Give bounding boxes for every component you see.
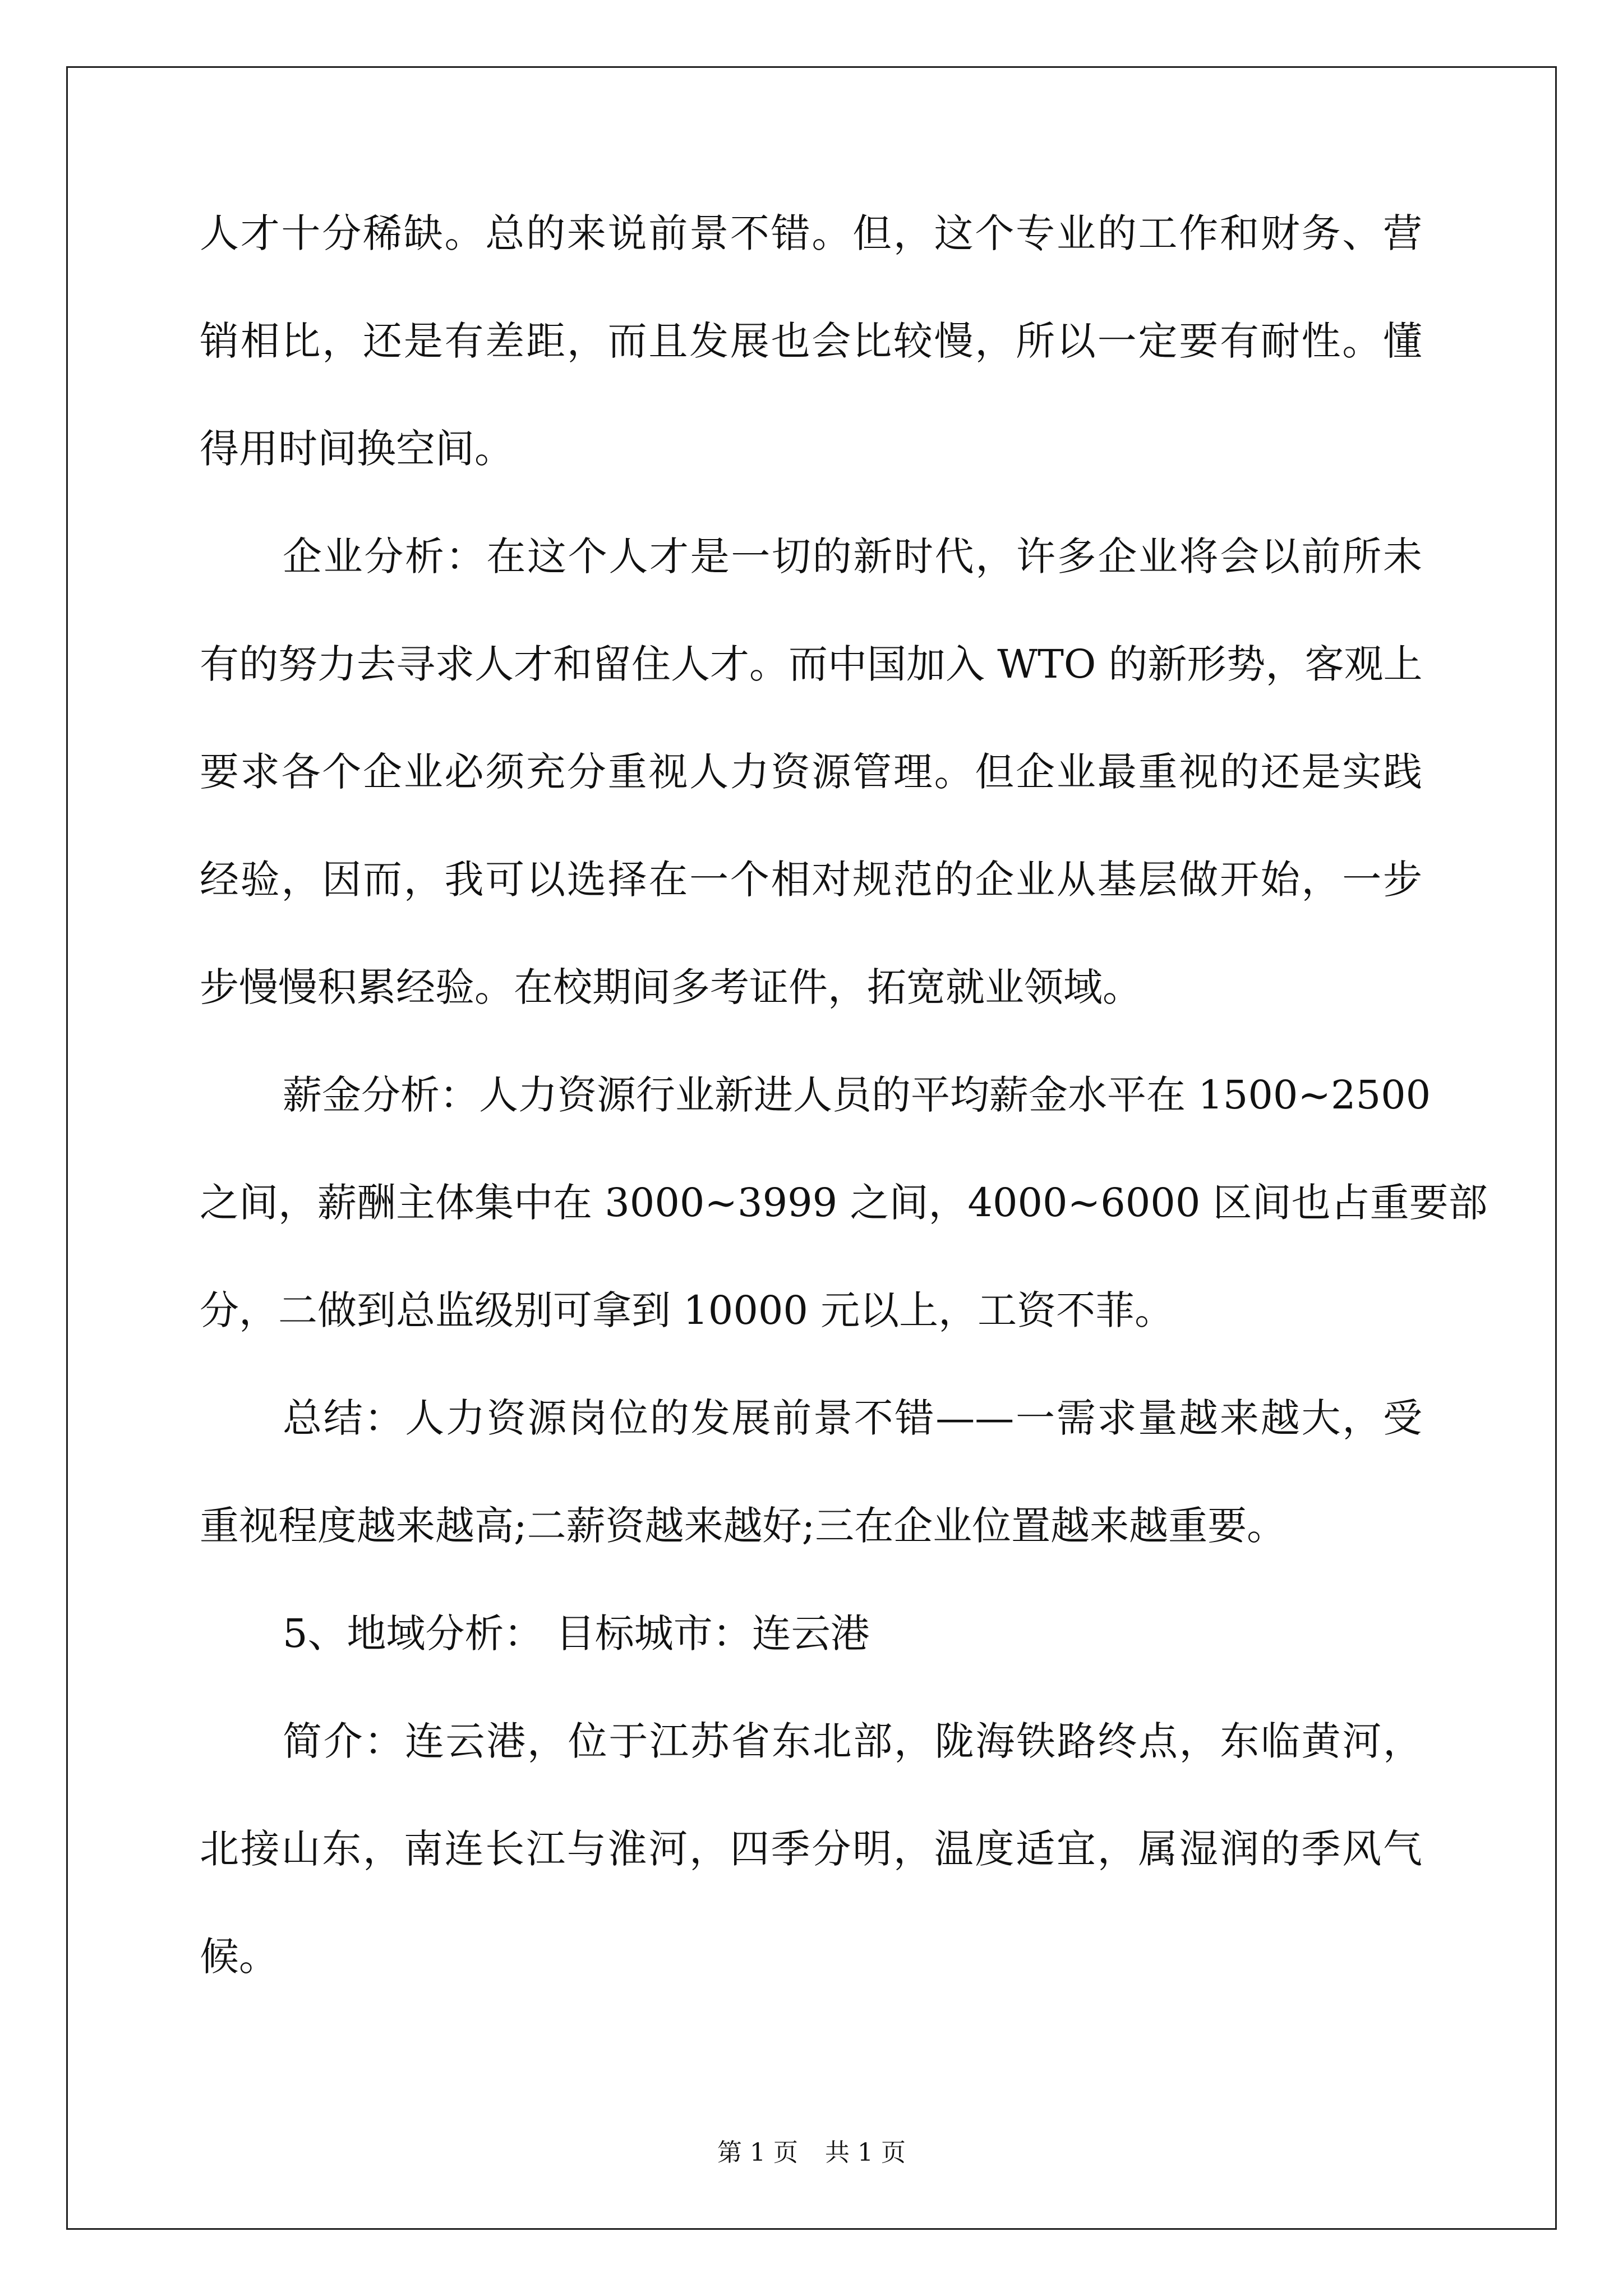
- text-line: 步慢慢积累经验。在校期间多考证件，拓宽就业领域。: [200, 964, 1142, 1010]
- text-line: 重视程度越来越高;二薪资越来越好;三在企业位置越来越重要。: [200, 1503, 1287, 1549]
- text-line: 企业分析：在这个人才是一切的新时代，许多企业将会以前所未: [283, 533, 1422, 579]
- text-line: 总结：人力资源岗位的发展前景不错——一需求量越来越大，受: [283, 1395, 1422, 1441]
- text-line: 候。: [200, 1934, 278, 1980]
- page-number: 第 1 页: [717, 2138, 798, 2167]
- text-line: 北接山东，南连长江与淮河，四季分明，温度适宜，属湿润的季风气: [200, 1826, 1422, 1872]
- text-line: 得用时间换空间。: [200, 426, 514, 472]
- page-footer: [0, 2136, 1623, 2170]
- text-line: 简介：连云港，位于江苏省东北部，陇海铁路终点，东临黄河，: [283, 1718, 1422, 1764]
- section-heading: 5、地域分析： 目标城市：连云港: [283, 1611, 870, 1657]
- text-line: 有的努力去寻求人才和留住人才。而中国加入 WTO 的新形势，客观上: [200, 641, 1423, 687]
- text-line: 人才十分稀缺。总的来说前景不错。但，这个专业的工作和财务、营: [200, 210, 1422, 256]
- page-total: 共 1 页: [825, 2138, 906, 2167]
- text-line: 要求各个企业必须充分重视人力资源管理。但企业最重视的还是实践: [200, 749, 1422, 795]
- text-line: 之间，薪酬主体集中在 3000~3999 之间，4000~6000 区间也占重要部: [200, 1180, 1488, 1226]
- page-border: [66, 66, 1557, 2230]
- text-line: 经验，因而，我可以选择在一个相对规范的企业从基层做开始，一步: [200, 857, 1422, 903]
- text-line: 薪金分析：人力资源行业新进人员的平均薪金水平在 1500~2500: [283, 1072, 1431, 1118]
- text-line: 销相比，还是有差距，而且发展也会比较慢，所以一定要有耐性。懂: [200, 318, 1422, 364]
- text-line: 分，二做到总监级别可拿到 10000 元以上，工资不菲。: [200, 1287, 1174, 1333]
